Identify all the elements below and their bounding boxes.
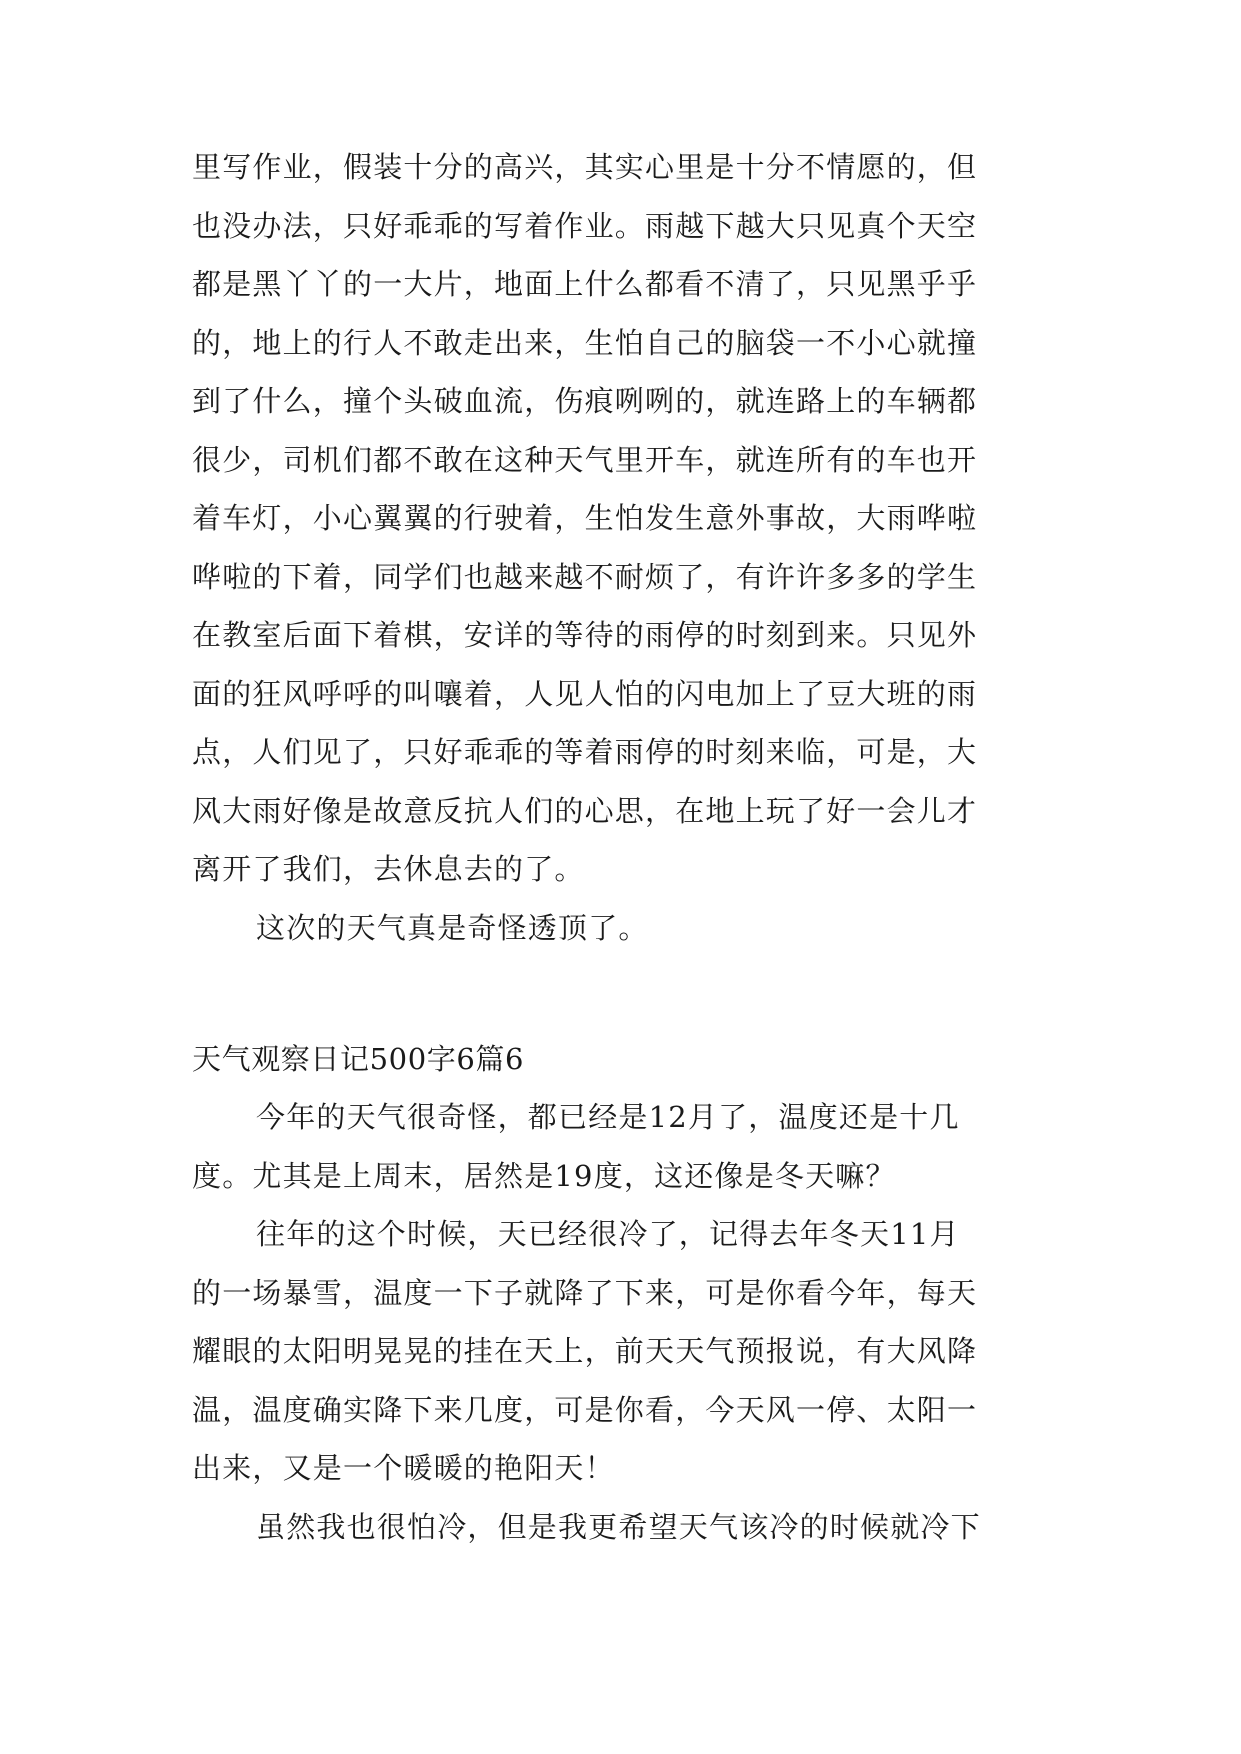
text-line: 度。尤其是上周末，居然是19度，这还像是冬天嘛？ [192,1158,896,1193]
text-line: 往年的这个时候，天已经很冷了，记得去年冬天11月 [256,1217,960,1251]
text-line: 着车灯，小心翼翼的行驶着，生怕发生意外事故，大雨哗啦 [192,501,978,535]
text-line: 都是黑丫丫的一大片，地面上什么都看不清了，只见黑乎乎 [192,267,978,301]
continued-paragraph [192,138,1052,957]
text-line: 的一场暴雪，温度一下子就降了下来，可是你看今年，每天 [192,1275,978,1310]
text-line: 离开了我们，去休息去的了。 [192,852,585,886]
text-line: 里写作业，假装十分的高兴，其实心里是十分不情愿的，但 [192,150,978,184]
text-line: 面的狂风呼呼的叫嚷着，人见人怕的闪电加上了豆大班的雨 [192,676,978,711]
section-body [192,1088,1052,1556]
text-line: 风大雨好像是故意反抗人们的心思，在地上玩了好一会儿才 [192,793,978,828]
text-line: 温，温度确实降下来几度，可是你看，今天风一停、太阳一 [192,1392,978,1427]
closing-paragraph: 这次的天气真是奇怪透顶了。 [256,910,649,945]
text-line: 很少，司机们都不敢在这种天气里开车，就连所有的车也开 [192,442,978,477]
text-line: 到了什么，撞个头破血流，伤痕咧咧的，就连路上的车辆都 [192,384,978,418]
text-line: 也没办法，只好乖乖的写着作业。雨越下越大只见真个天空 [192,208,978,243]
section-heading: 天气观察日记500字6篇6 [192,1042,525,1076]
text-line: 今年的天气很奇怪，都已经是12月了，温度还是十几 [256,1100,960,1134]
text-line: 的，地上的行人不敢走出来，生怕自己的脑袋一不小心就撞 [192,325,978,360]
text-line: 哗啦的下着，同学们也越来越不耐烦了，有许许多多的学生 [192,559,978,594]
text-line: 点，人们见了，只好乖乖的等着雨停的时刻来临，可是，大 [192,735,978,769]
text-line: 耀眼的太阳明晃晃的挂在天上，前天天气预报说，有大风降 [192,1334,978,1368]
text-line: 虽然我也很怕冷，但是我更希望天气该冷的时候就冷下 [256,1509,981,1544]
text-line: 在教室后面下着棋，安详的等待的雨停的时刻到来。只见外 [192,618,978,652]
text-line: 出来，又是一个暖暖的艳阳天！ [192,1451,615,1485]
